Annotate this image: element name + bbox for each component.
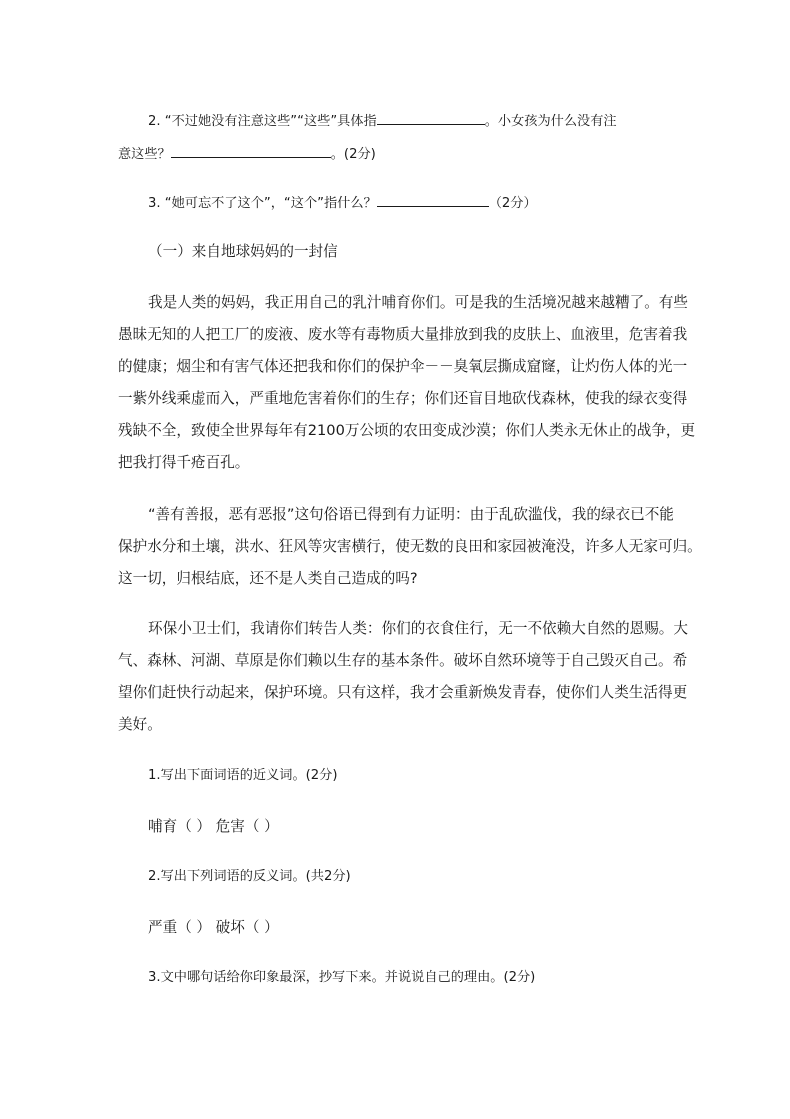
question-2-score: 。(2分) — [330, 147, 376, 162]
antonym-answers[interactable]: 严重（ ） 破坏（ ） — [148, 919, 279, 936]
paragraph-1-line: 残缺不全，致使全世界每年有2100万公顷的农田变成沙漠；你们人类永无休止的战争，更 — [118, 422, 696, 439]
question-3-score: （2分） — [488, 196, 537, 211]
paragraph-3-line: 环保小卫士们，我请你们转告人类：你们的衣食住行，无一不依赖大自然的恩赐。大 — [148, 620, 688, 637]
question-3-text: 3. “她可忘不了这个”，“这个”指什么？ — [148, 196, 377, 211]
question-2-text: 2. “不过她没有注意这些”“这些”具体指 — [148, 114, 377, 129]
paragraph-3-line: 气、森林、河湖、草原是你们赖以生存的基本条件。破坏自然环境等于自己毁灭自己。希 — [118, 652, 688, 669]
paragraph-2-line: “善有善报，恶有恶报”这句俗语已得到有力证明：由于乱砍滥伐，我的绿衣已不能 — [148, 506, 674, 523]
paragraph-1-line: 一紫外线乘虚而入，严重地危害着你们的生存；你们还盲目地砍伐森林，使我的绿衣变得 — [118, 390, 688, 407]
paragraph-2-line: 这一切，归根结底，还不是人类自己造成的吗? — [118, 570, 418, 587]
passage-question-2: 2.写出下列词语的反义词。(共2分) — [148, 869, 351, 884]
answer-blank[interactable] — [377, 110, 485, 125]
question-2-line-2 — [118, 143, 376, 165]
paragraph-2-line: 保护水分和土壤，洪水、狂风等灾害横行，使无数的良田和家园被淹没，许多人无家可归。 — [118, 538, 702, 555]
paragraph-3-line: 望你们赶快行动起来，保护环境。只有这样，我才会重新焕发青春，使你们人类生活得更 — [118, 684, 688, 701]
paragraph-1-line: 愚昧无知的人把工厂的废液、废水等有毒物质大量排放到我的皮肤上、血液里，危害着我 — [118, 326, 688, 343]
passage-title: （一）来自地球妈妈的一封信 — [148, 243, 338, 260]
question-2-text-cont: 。小女孩为什么没有注 — [484, 114, 617, 129]
question-2-line-1 — [148, 110, 617, 132]
paragraph-3-line: 美好。 — [118, 716, 162, 733]
answer-blank[interactable] — [171, 143, 331, 158]
question-2-text-2: 意这些？ — [118, 147, 171, 162]
synonym-answers[interactable]: 哺育（ ） 危害（ ） — [148, 818, 279, 835]
passage-question-3: 3.文中哪句话给你印象最深，抄写下来。并说说自己的理由。(2分) — [148, 970, 536, 985]
paragraph-1-line: 我是人类的妈妈，我正用自己的乳汁哺育你们。可是我的生活境况越来越糟了。有些 — [148, 294, 688, 311]
paragraph-1-line: 把我打得千疮百孔。 — [118, 454, 250, 471]
answer-blank[interactable] — [377, 192, 489, 207]
paragraph-1-line: 的健康；烟尘和有害气体还把我和你们的保护伞－－臭氧层撕成窟窿，让灼伤人体的光一 — [118, 358, 688, 375]
question-3 — [148, 192, 537, 214]
passage-question-1: 1.写出下面词语的近义词。(2分) — [148, 768, 338, 783]
